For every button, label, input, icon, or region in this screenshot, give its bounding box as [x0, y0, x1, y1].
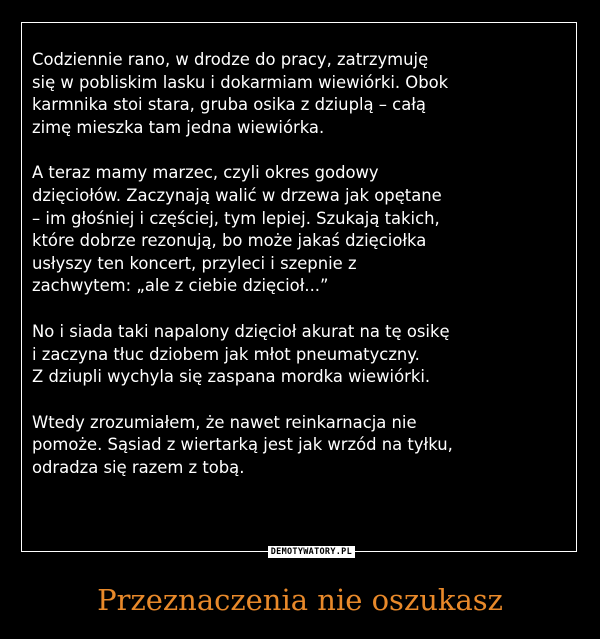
- paragraph-2: A teraz mamy marzec, czyli okres godowy dzięciołów. Zaczynają walić w drzewa jak opętane – im głośniej i częściej, tym lepiej. Szukają takich, które dobrze rezonują, bo może jakaś dzięciołka usłyszy ten koncert, przyleci i szepnie z zachwytem: „ale z ciebie dzięcioł...”: [32, 163, 442, 296]
- site-watermark: DEMOTYWATORY.PL: [268, 546, 355, 558]
- paragraph-3: No i siada taki napalony dzięcioł akurat na tę osikę i zaczyna tłuc dziobem jak młot pneumatyczny. Z dziupli wychyla się zaspana mordka wiewiórki.: [32, 321, 450, 387]
- post-text: [32, 49, 570, 480]
- post-caption-title: Przeznaczenia nie oszukasz: [97, 583, 503, 617]
- paragraph-1: Codziennie rano, w drodze do pracy, zatrzymuję się w pobliskim lasku i dokarmiam wiewiórki. Obok karmnika stoi stara, gruba osika z dziuplą – całą zimę mieszka tam jedna wiewiórka.: [32, 50, 449, 137]
- post-image-frame: [21, 22, 577, 557]
- paragraph-4: Wtedy zrozumiałem, że nawet reinkarnacja nie pomoże. Sąsiad z wiertarką jest jak wrzód na tyłku, odradza się razem z tobą.: [32, 412, 453, 477]
